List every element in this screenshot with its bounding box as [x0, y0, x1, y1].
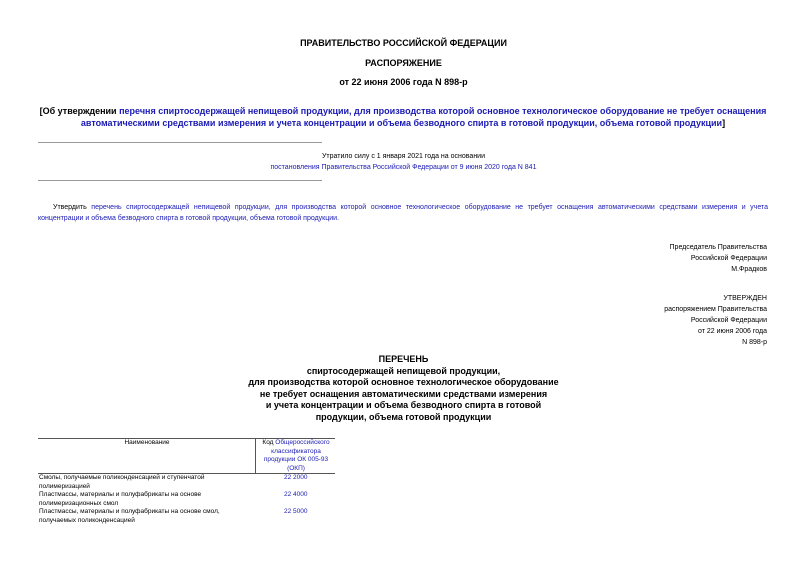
list-title [0, 354, 807, 423]
row-name: Смолы, получаемые поликонденсацией и ступенчатой полимеризацией [39, 474, 205, 490]
divider-top [38, 142, 322, 143]
repeal-decree-link[interactable]: постановления Правительства Российской Федерации от 9 июня 2020 года N 841 [270, 164, 537, 171]
col-code-header [256, 439, 336, 474]
okp-classifier-link[interactable]: Общероссийского классификатора продукции ОК 005-93 (ОКП) [263, 439, 330, 472]
subject-link[interactable]: перечня спиртосодержащей непищевой продукции, для производства которой основное технологическое оборудование не требует оснащения автоматическими средствами измерения и учета концентрации и объема безводного спирта в готовой продукции, объема готовой продукции [80, 106, 767, 128]
approved-line-4: от 22 июня 2006 года [697, 328, 767, 335]
list-title-line-1: ПЕРЕЧЕНЬ [378, 354, 429, 364]
col-code-prefix: Код [262, 439, 276, 446]
list-title-line-5: и учета концентрации и объема безводного спирта в готовой [265, 400, 542, 410]
approve-list-link[interactable]: перечень [91, 204, 122, 211]
table-row [38, 474, 335, 492]
row-name: Пластмассы, материалы и полуфабрикаты на основе смол, получаемых поликонденсацией [39, 508, 220, 524]
approved-line-3: Российской Федерации [690, 317, 767, 324]
signature-line-1: Председатель Правительства [669, 244, 767, 251]
row-code[interactable]: 22 2000 [284, 474, 308, 481]
repeal-status-text: Утратило силу с 1 января 2021 года на основании [321, 153, 486, 160]
signature-block [567, 242, 767, 275]
list-title-line-3: для производства которой основное технологическое оборудование [248, 377, 559, 387]
table-header-row [38, 439, 335, 474]
approved-stamp [567, 293, 767, 348]
row-code[interactable]: 22 4000 [284, 491, 308, 498]
divider-bottom [38, 180, 322, 181]
row-code[interactable]: 22 5000 [284, 508, 308, 515]
approved-line-1: УТВЕРЖДЕН [723, 295, 767, 302]
document-type: РАСПОРЯЖЕНИЕ [365, 58, 442, 68]
col-name-header: Наименование [38, 439, 256, 474]
approve-body: спиртосодержащей непищевой продукции, для производства которой основное технологическое оборудование не требует оснащения автоматическими средствами измерения и учета концентрации и объема безводного спирта в готовой продукции, объема готовой продукции. [38, 204, 769, 222]
document-date-number: от 22 июня 2006 года N 898-р [339, 77, 468, 87]
list-title-line-2: спиртосодержащей непищевой продукции, [306, 365, 501, 376]
approve-paragraph [38, 202, 768, 224]
list-title-line-4: не требует оснащения автоматическими средствами измерения [259, 388, 548, 399]
subject-suffix: ] [722, 118, 726, 128]
signature-line-2: Российской Федерации [690, 255, 767, 262]
list-title-line-6: продукции, объема готовой продукции [315, 411, 492, 422]
products-table [38, 438, 335, 525]
approve-prefix: Утвердить [53, 204, 92, 211]
row-name: Пластмассы, материалы и полуфабрикаты на основе полимеризационных смол [39, 491, 202, 507]
government-heading: ПРАВИТЕЛЬСТВО РОССИЙСКОЙ ФЕДЕРАЦИИ [300, 38, 507, 48]
document-subject [38, 105, 768, 129]
approved-line-2: распоряжением Правительства [664, 306, 767, 313]
subject-prefix: [Об утверждении [39, 106, 120, 116]
approved-line-5: N 898-р [742, 339, 767, 346]
table-row [38, 491, 335, 508]
table-row [38, 508, 335, 525]
signature-name: М.Фрадков [731, 266, 767, 273]
